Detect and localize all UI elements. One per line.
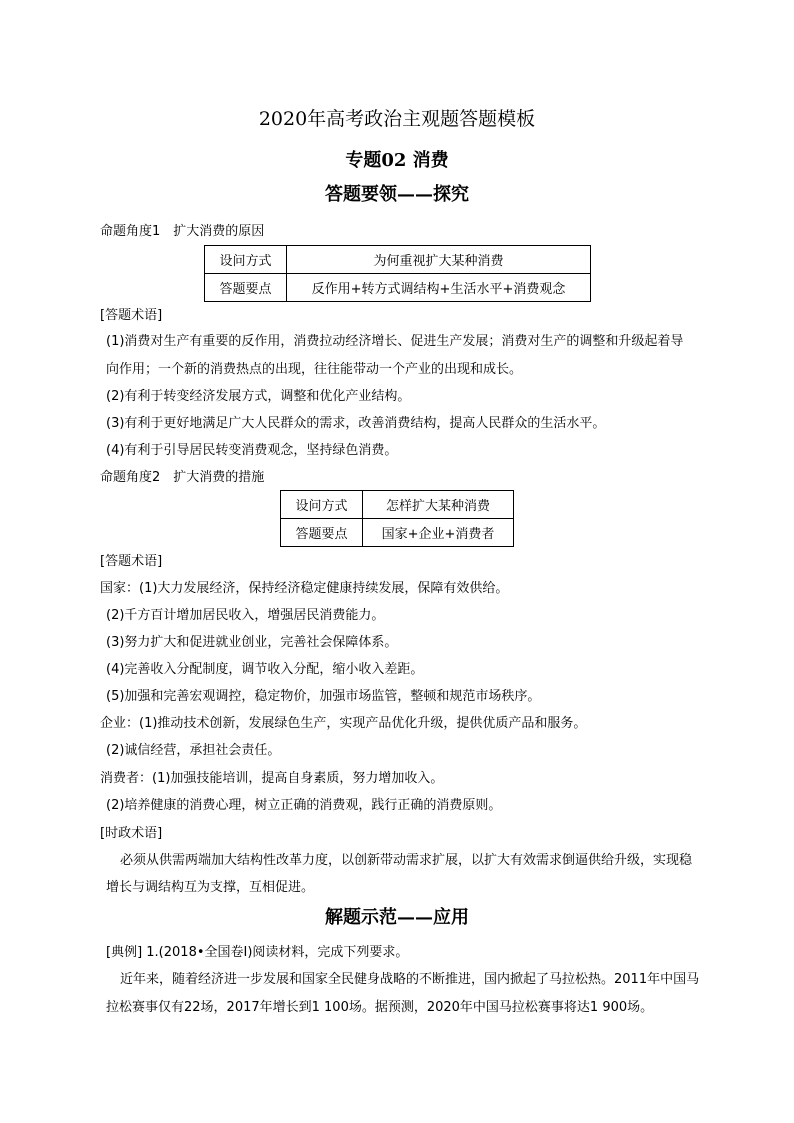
table-cell: 答题要点 xyxy=(281,519,363,547)
angle1-term-label: [答题术语] xyxy=(100,308,163,323)
document-subtitle: 专题02 消费 xyxy=(345,150,449,171)
table-cell: 反作用+转方式调结构+生活水平+消费观念 xyxy=(287,274,591,302)
policy-term-label: [时政术语] xyxy=(100,826,163,841)
angle2-line: (3)努力扩大和促进就业创业，完善社会保障体系。 xyxy=(106,635,398,650)
angle2-table xyxy=(280,490,514,547)
angle2-term-label: [答题术语] xyxy=(100,554,163,569)
angle1-line: (2)有利于转变经济发展方式，调整和优化产业结构。 xyxy=(106,389,411,404)
table-cell: 设问方式 xyxy=(205,246,287,274)
section-heading-example: 解题示范——应用 xyxy=(325,907,469,928)
angle2-line: (5)加强和完善宏观调控，稳定物价，加强市场监管，整顿和规范市场秩序。 xyxy=(106,689,541,704)
angle2-label: 命题角度2 扩大消费的措施 xyxy=(100,470,265,485)
table-row xyxy=(281,491,514,519)
document-title: 2020年高考政治主观题答题模板 xyxy=(258,108,536,130)
table-row xyxy=(281,519,514,547)
angle2-line: 国家：(1)大力发展经济，保持经济稳定健康持续发展，保障有效供给。 xyxy=(100,581,509,596)
table-cell: 为何重视扩大某种消费 xyxy=(287,246,591,274)
table-cell: 怎样扩大某种消费 xyxy=(363,491,514,519)
angle2-line: (2)千方百计增加居民收入，增强居民消费能力。 xyxy=(106,608,385,623)
table-row xyxy=(205,246,591,274)
example-line: 近年来，随着经济进一步发展和国家全民健身战略的不断推进，国内掀起了马拉松热。2011年中国马 xyxy=(120,972,700,987)
angle2-line: (2)培养健康的消费心理，树立正确的消费观，践行正确的消费原则。 xyxy=(106,798,502,813)
table-cell: 设问方式 xyxy=(281,491,363,519)
angle1-line: (1)消费对生产有重要的反作用，消费拉动经济增长、促进生产发展；消费对生产的调整和升级起着导 xyxy=(106,334,684,349)
angle1-label: 命题角度1 扩大消费的原因 xyxy=(100,224,265,239)
table-row xyxy=(205,274,591,302)
example-intro: [典例] 1.(2018•全国卷Ⅰ)阅读材料，完成下列要求。 xyxy=(106,945,409,960)
angle2-line: 消费者：(1)加强技能培训，提高自身素质，努力增加收入。 xyxy=(100,771,444,786)
policy-line: 必须从供需两端加大结构性改革力度，以创新带动需求扩展，以扩大有效需求倒逼供给升级，实现稳 xyxy=(120,853,693,868)
example-line: 拉松赛事仅有22场，2017年增长到1 100场。据预测，2020年中国马拉松赛事将达1 900场。 xyxy=(106,1000,654,1015)
section-heading-answer-points: 答题要领——探究 xyxy=(325,184,469,205)
angle1-table xyxy=(204,245,591,302)
table-cell: 国家+企业+消费者 xyxy=(363,519,514,547)
policy-line: 增长与调结构互为支撑，互相促进。 xyxy=(106,880,315,895)
angle1-line: (3)有利于更好地满足广大人民群众的需求，改善消费结构，提高人民群众的生活水平。 xyxy=(106,416,606,431)
angle2-line: (4)完善收入分配制度，调节收入分配，缩小收入差距。 xyxy=(106,662,424,677)
table-cell: 答题要点 xyxy=(205,274,287,302)
angle2-line: (2)诚信经营，承担社会责任。 xyxy=(106,743,281,758)
angle2-line: 企业：(1)推动技术创新，发展绿色生产，实现产品优化升级，提供优质产品和服务。 xyxy=(100,716,587,731)
angle1-line: 向作用；一个新的消费热点的出现，往往能带动一个产业的出现和成长。 xyxy=(106,362,523,377)
angle1-line: (4)有利于引导居民转变消费观念，坚持绿色消费。 xyxy=(106,443,398,458)
